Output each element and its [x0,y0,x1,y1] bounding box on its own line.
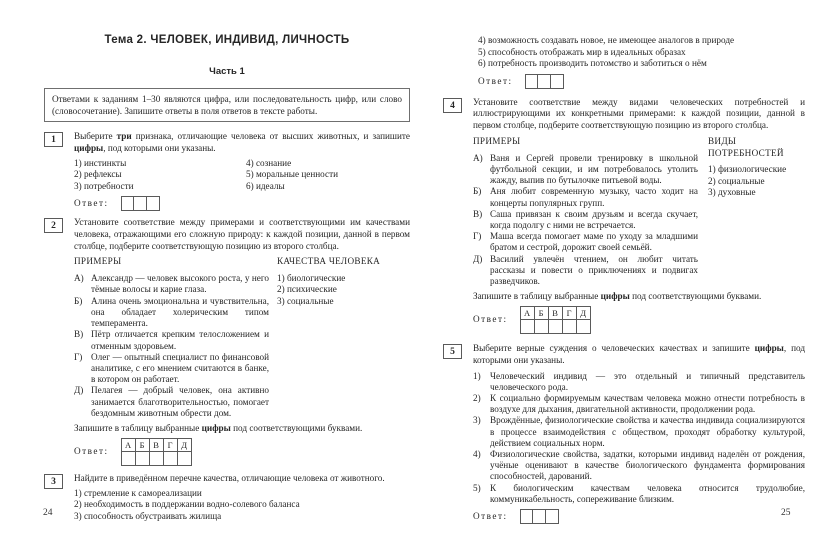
table-letter: Д [177,438,191,451]
page-number-left: 24 [43,508,53,518]
match-option: 2) психические [277,284,337,295]
answer-cell [576,319,590,333]
match-example: Д) Василий увлечён чтением, он любит читать рассказы и повести о приключениях и подвигах разведчиков. [473,253,698,286]
match-answer-table [520,306,591,334]
match-example: А) Ваня и Сергей провели тренировку в школьной футбольной секции, и им потребовалось утолить жажду, выпив по бутылочке питьевой воды. [473,152,698,186]
question-3-answer [478,74,805,89]
question-3-prompt: Найдите в приведённом перечне качества, отличающие человека от животного. [74,472,385,483]
table-letter: Д [576,306,590,319]
answer-cell [163,451,177,465]
answer-cell [538,74,551,89]
table-letter: В [149,438,163,451]
answer-cell [135,451,149,465]
question-1-prompt: Выберите три признака, отличающие человека от высших животных, и запишите цифры, под которыми они указаны. [74,131,410,153]
statement: 3) Врождённые, физиологические свойства и качества индивида социализируются в процессе взаимодействия с обществом, проходят обработку культурой, действием социальных норм. [473,415,805,448]
option: 3) потребности [74,180,134,191]
match-example: А) Александр — человек высокого роста, у него тёмные волосы и карие глаза. [74,273,269,295]
option: 5) способность отображать мир в идеальных образах [478,46,686,57]
answer-cell [147,196,160,211]
option: 2) необходимость в поддержании водно-солевого баланса [74,499,300,510]
table-letter: А [121,438,135,451]
answer-cell [533,509,546,524]
question-4-number: 4 [443,98,462,113]
option: 6) потребность производить потомство и заботиться о нём [478,58,707,68]
page-number-right: 25 [781,508,791,518]
question-5-number: 5 [443,344,462,359]
match-option: 2) социальные [708,175,765,186]
table-letter: В [548,306,562,319]
option: 3) способность обустраивать жилища [74,510,222,521]
option: 4) сознание [246,157,292,168]
answer-cells [520,509,559,524]
question-4-prompt: Установите соответствие между видами человеческих потребностей и иллюстрирующими их конкретными примерами: к каждой позиции, данной в первом столбце, подберите соответствующую позицию из второго столбца. [473,96,805,131]
option: 2) рефлексы [74,169,122,180]
statement: 4) Физиологические свойства, задатки, которыми индивид наделён от рождения, учёные оценивают в качестве биологического фундамента формирования способностей, дарований. [473,448,805,482]
match-example: Д) Пелагея — добрый человек, она активно занимается благотворительностью, помогает бездомным животным обрести дом. [74,385,269,418]
answer-cell [546,509,559,524]
answer-cells [525,74,564,89]
answer-cell [562,319,576,333]
option: 1) инстинкты [74,157,127,168]
answer-label: Ответ: [473,314,508,325]
question-5-statements [473,371,805,505]
question-1-answer [74,196,410,211]
question-4-match [473,136,805,287]
match-example: В) Саша привязан к своим друзьям и всегда скучает, когда подолгу с ними не встречается. [473,208,698,230]
match-header-right: ВИДЫ ПОТРЕБНОСТЕЙ [708,135,784,158]
option: 4) возможность создавать новое, не имеющее аналогов в природе [478,35,735,45]
table-letter: Б [135,438,149,451]
question-1-options [74,158,410,193]
match-header-left: ПРИМЕРЫ [473,135,521,146]
question-3 [44,473,410,522]
answer-cell [121,451,135,465]
answer-cell [520,319,534,333]
right-page [443,0,805,524]
option: 5) моральные ценности [246,169,339,180]
statement: 1) Человеческий индивид — это отдельный и типичный представитель человеческого рода. [473,370,805,392]
question-3-number: 3 [44,474,63,489]
table-letter: А [520,306,534,319]
question-5 [443,343,805,524]
answer-cell [121,196,134,211]
answer-cell [177,451,191,465]
question-2-answer [74,438,410,466]
answer-cell [548,319,562,333]
answer-cell [534,319,548,333]
question-2-number: 2 [44,218,63,233]
match-option: 3) социальные [277,295,334,306]
answer-cell [551,74,564,89]
option: 1) стремление к самореализации [74,487,202,498]
question-2-prompt: Установите соответствие между примерами и соответствующими им качествами человека, отражающими его сложную природу: к каждой позиции, данной в первом столбце, подберите соответствующую позицию из второго столбца. [74,217,410,251]
answer-cells [121,196,160,211]
match-example: Г) Маша всегда помогает маме по уходу за младшими братом и сестрой, дорожит своей семьёй. [473,231,698,253]
table-letter: Г [163,438,177,451]
match-option: 1) физиологические [708,164,787,175]
question-1-number: 1 [44,132,63,147]
answer-label: Ответ: [478,76,513,86]
question-2-match [74,256,410,418]
answer-label: Ответ: [473,510,508,521]
topic-title: Тема 2. ЧЕЛОВЕК, ИНДИВИД, ЛИЧНОСТЬ [104,34,350,46]
question-3-options-continued [478,35,805,70]
answer-cell [525,74,538,89]
match-header-right: КАЧЕСТВА ЧЕЛОВЕКА [277,256,381,267]
match-example: Б) Аня любит современную музыку, часто ходит на концерты популярных групп. [473,186,698,208]
statement: 2) К социально формируемым качествам человека можно отнести потребность в воздухе для дыхания, двигательной активности, продолжении рода. [473,392,805,415]
match-example: Г) Олег — опытный специалист по финансовой аналитике, с его мнением считаются в банке, в котором он работает. [74,351,269,385]
question-5-answer [473,509,805,524]
match-example: В) Пётр отличается крепким телосложением и отменным здоровьем. [74,329,269,351]
question-4-answer [473,306,805,334]
question-5-prompt: Выберите верные суждения о человеческих качествах и запишите цифры, под которыми они указаны. [473,342,806,365]
question-1 [44,131,410,211]
table-letter: Б [534,306,548,319]
instruction-box: Ответами к заданиям 1–30 являются цифра, или последовательность цифр, или слово (словосочетание). Запишите ответы в поля ответов в тексте работы. [44,88,410,122]
answer-label: Ответ: [74,445,109,456]
answer-label: Ответ: [74,197,109,208]
answer-cell [520,509,533,524]
question-2-note: Запишите в таблицу выбранные цифры под соответствующими буквами. [74,422,363,433]
answer-cell [134,196,147,211]
option: 6) идеалы [246,180,285,191]
part-label: Часть 1 [209,66,245,77]
left-page [44,0,410,522]
match-answer-table [121,438,192,466]
question-3-options [74,488,410,523]
question-4-note: Запишите в таблицу выбранные цифры под соответствующими буквами. [473,291,762,302]
table-letter: Г [562,306,576,319]
question-4 [443,97,805,334]
match-option: 3) духовные [708,186,756,197]
question-2 [44,217,410,466]
match-header-left: ПРИМЕРЫ [74,256,122,267]
statement: 5) К биологическим качествам человека относится трудолюбие, коммуникабельность, сопереживание близким. [473,482,805,504]
match-option: 1) биологические [277,273,346,284]
match-example: Б) Алина очень эмоциональна и чувствительна, она обладает холерическим типом темперамента. [74,295,269,329]
answer-cell [149,451,163,465]
